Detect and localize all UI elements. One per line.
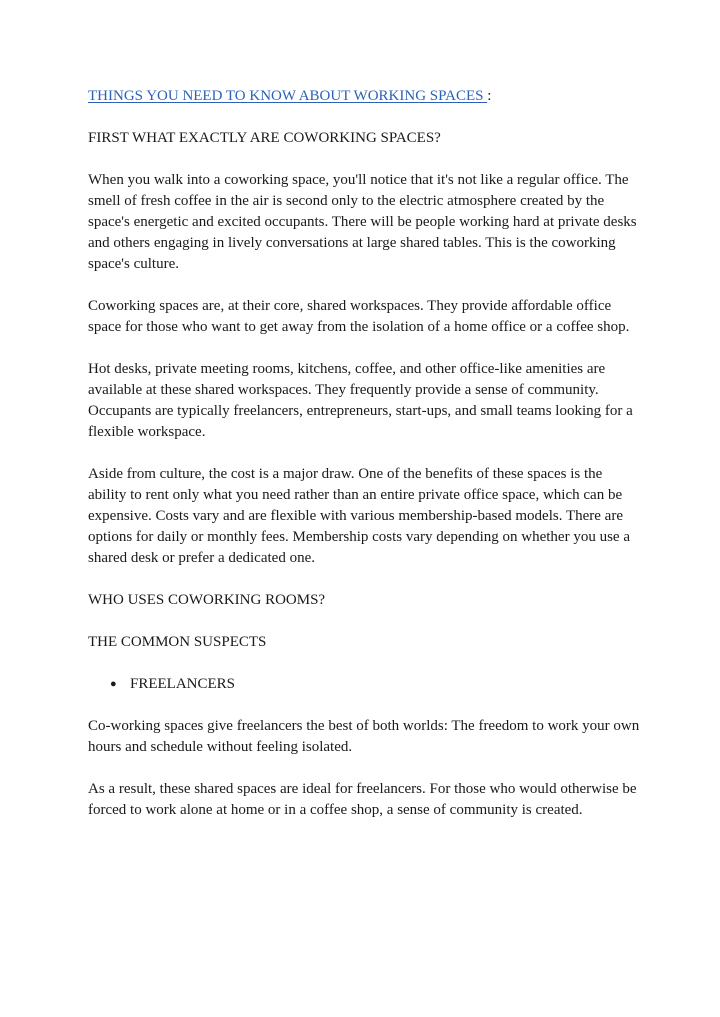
list-item-label: FREELANCERS (130, 676, 236, 692)
paragraph: Coworking spaces are, at their core, shared workspaces. They provide affordable office space for those who want to get away from the isolation of a home office or a coffee shop. (88, 298, 630, 335)
paragraph: Hot desks, private meeting rooms, kitchens, coffee, and other office-like amenities are available at these shared workspaces. They frequently provide a sense of community. Occupants are typically freelancers, entrepreneurs, start-ups, and small teams looking for a flexible workspace. (88, 361, 633, 440)
bullet-list (88, 674, 644, 695)
section-heading-common-suspects: THE COMMON SUSPECTS (88, 634, 267, 650)
section-heading-what-are: FIRST WHAT EXACTLY ARE COWORKING SPACES? (88, 130, 441, 146)
paragraph: As a result, these shared spaces are ideal for freelancers. For those who would otherwise be forced to work alone at home or in a coffee shop, a sense of community is created. (88, 781, 637, 818)
document-title-suffix: : (487, 88, 492, 104)
paragraph: When you walk into a coworking space, you'll notice that it's not like a regular office. The smell of fresh coffee in the air is second only to the electric atmosphere created by the space's energetic and excited occupants. There will be people working hard at private desks and others engaging in lively conversations at large shared tables. This is the coworking space's culture. (88, 172, 637, 272)
paragraph: Co-working spaces give freelancers the best of both worlds: The freedom to work your own hours and schedule without feeling isolated. (88, 718, 640, 755)
section-heading-who-uses: WHO USES COWORKING ROOMS? (88, 592, 326, 608)
paragraph: Aside from culture, the cost is a major draw. One of the benefits of these spaces is the ability to rent only what you need rather than an entire private office space, which can be expensive. Costs vary and are flexible with various membership-based models. There are options for daily or monthly fees. Membership costs vary depending on whether you use a shared desk or prefer a dedicated one. (88, 466, 630, 566)
document-body (88, 86, 644, 842)
document-title-line (88, 86, 644, 107)
bullet-icon: ● (110, 678, 117, 690)
list-item (88, 674, 644, 695)
document-title-link[interactable]: THINGS YOU NEED TO KNOW ABOUT WORKING SPACES (88, 88, 488, 104)
